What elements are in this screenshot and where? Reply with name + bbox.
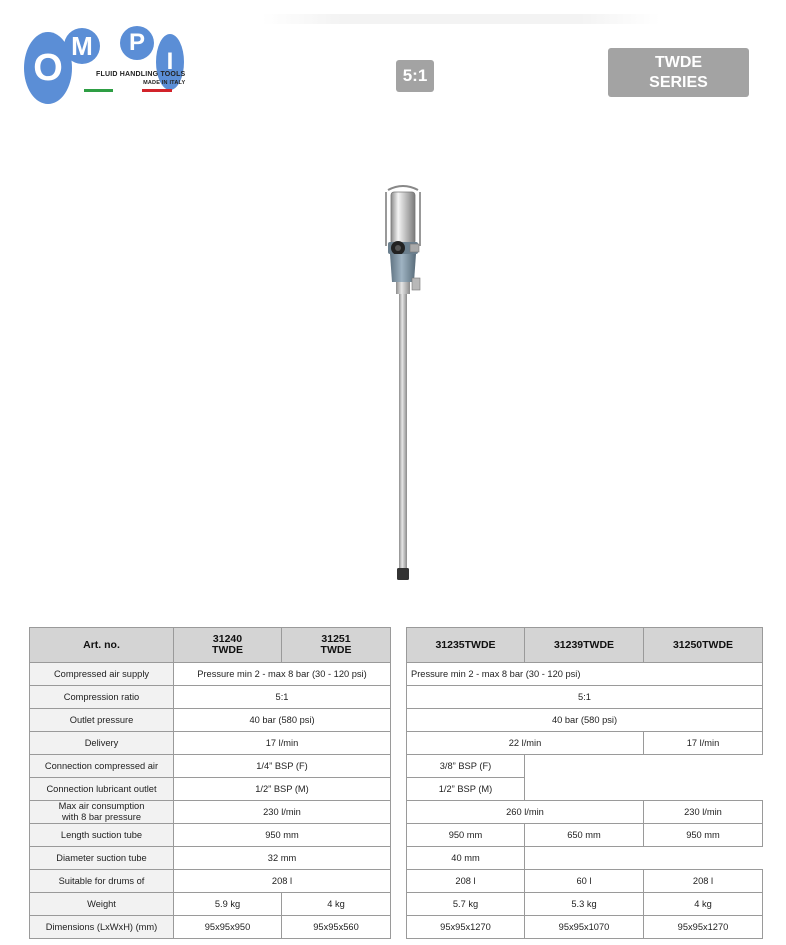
row-label — [30, 801, 174, 824]
ompi-logo — [24, 26, 189, 104]
series-badge-line2: SERIES — [649, 73, 708, 91]
cell-value: 40 bar (580 psi) — [174, 709, 391, 732]
cell-value: 230 l/min — [174, 801, 391, 824]
cell-value: 40 bar (580 psi) — [407, 709, 763, 732]
logo-letter-o: O — [24, 32, 72, 104]
drum-pump-icon — [372, 184, 434, 582]
table-row — [30, 732, 391, 755]
row-label: Connection lubricant outlet — [30, 778, 174, 801]
cell-empty — [525, 755, 763, 778]
model-31240-header — [174, 628, 282, 663]
cell-value: 208 l — [644, 870, 763, 893]
row-label: Outlet pressure — [30, 709, 174, 732]
row-label: Delivery — [30, 732, 174, 755]
table-row — [30, 663, 391, 686]
cell-value: 1/2” BSP (M) — [174, 778, 391, 801]
cell-value: 60 l — [525, 870, 644, 893]
model-31235-header: 31235TWDE — [407, 628, 525, 663]
left-spec-table — [29, 627, 391, 939]
table-row — [407, 824, 763, 847]
cell-value: 208 l — [407, 870, 525, 893]
row-label: Diameter suction tube — [30, 847, 174, 870]
cell-value: 950 mm — [407, 824, 525, 847]
cell-value: 3/8” BSP (F) — [407, 755, 525, 778]
model-31251-header — [282, 628, 391, 663]
row-label: Length suction tube — [30, 824, 174, 847]
cell-value: 950 mm — [644, 824, 763, 847]
table-row — [30, 778, 391, 801]
cell-empty — [525, 778, 763, 801]
table-row — [407, 663, 763, 686]
table-row — [30, 686, 391, 709]
cell-empty — [525, 847, 763, 870]
row-label: Dimensions (LxWxH) (mm) — [30, 916, 174, 939]
table-row — [30, 824, 391, 847]
cell-value: 1/2” BSP (M) — [407, 778, 525, 801]
cell-value: 17 l/min — [174, 732, 391, 755]
table-row — [407, 732, 763, 755]
cell-value: 5:1 — [407, 686, 763, 709]
table-row — [407, 916, 763, 939]
table-row — [30, 893, 391, 916]
model-31239-header: 31239TWDE — [525, 628, 644, 663]
row-label-line2: with 8 bar pressure — [61, 812, 142, 822]
row-label: Connection compressed air — [30, 755, 174, 778]
table-header-row — [407, 628, 763, 663]
logo-tagline-line1: FLUID HANDLING TOOLS — [96, 71, 186, 78]
cell-value: 95x95x950 — [174, 916, 282, 939]
table-row — [30, 755, 391, 778]
cell-value: 260 l/min — [407, 801, 644, 824]
cell-value: 208 l — [174, 870, 391, 893]
table-row — [407, 801, 763, 824]
table-row — [407, 893, 763, 916]
table-row — [30, 916, 391, 939]
logo-letter-i: I — [156, 34, 184, 90]
logo-letter-p: P — [120, 26, 154, 60]
ratio-badge: 5:1 — [396, 60, 434, 92]
cell-value: 4 kg — [282, 893, 391, 916]
table-row — [407, 847, 763, 870]
cell-value: 95x95x560 — [282, 916, 391, 939]
table-row — [407, 870, 763, 893]
model-number: 31240 — [212, 633, 243, 645]
cell-value: 4 kg — [644, 893, 763, 916]
cell-value: 95x95x1270 — [407, 916, 525, 939]
cell-value: Pressure min 2 - max 8 bar (30 - 120 psi) — [407, 663, 763, 686]
series-badge-line1: TWDE — [654, 53, 703, 71]
logo-letter-m: M — [64, 28, 100, 64]
cell-value: 40 mm — [407, 847, 525, 870]
model-suffix: TWDE — [212, 644, 243, 656]
cell-value: Pressure min 2 - max 8 bar (30 - 120 psi) — [174, 663, 391, 686]
art-no-header: Art. no. — [30, 628, 174, 663]
cell-value: 5.3 kg — [525, 893, 644, 916]
cell-value: 1/4” BSP (F) — [174, 755, 391, 778]
italian-flag-stripe — [84, 89, 172, 92]
cell-value: 950 mm — [174, 824, 391, 847]
cell-value: 22 l/min — [407, 732, 644, 755]
model-suffix: TWDE — [320, 644, 352, 656]
cell-value: 17 l/min — [644, 732, 763, 755]
cell-value: 32 mm — [174, 847, 391, 870]
cell-value: 5.7 kg — [407, 893, 525, 916]
table-header-row — [30, 628, 391, 663]
logo-tagline-line2: MADE IN ITALY — [143, 80, 186, 86]
row-label-line1: Max air consumption — [58, 801, 145, 811]
row-label: Compressed air supply — [30, 663, 174, 686]
cell-value: 95x95x1070 — [525, 916, 644, 939]
cell-value: 650 mm — [525, 824, 644, 847]
table-row — [407, 755, 763, 778]
row-label: Compression ratio — [30, 686, 174, 709]
table-row — [407, 778, 763, 801]
cell-value: 95x95x1270 — [644, 916, 763, 939]
cell-value: 5.9 kg — [174, 893, 282, 916]
right-spec-table — [406, 627, 763, 939]
model-31250-header: 31250TWDE — [644, 628, 763, 663]
row-label: Weight — [30, 893, 174, 916]
series-badge — [608, 48, 749, 97]
logo-tagline — [96, 70, 185, 88]
header-band — [262, 14, 660, 24]
table-row — [30, 870, 391, 893]
cell-value: 5:1 — [174, 686, 391, 709]
table-row — [30, 801, 391, 824]
table-row — [407, 709, 763, 732]
row-label: Suitable for drums of — [30, 870, 174, 893]
cell-value: 230 l/min — [644, 801, 763, 824]
model-number: 31251 — [321, 633, 351, 645]
table-row — [30, 847, 391, 870]
table-row — [30, 709, 391, 732]
table-row — [407, 686, 763, 709]
